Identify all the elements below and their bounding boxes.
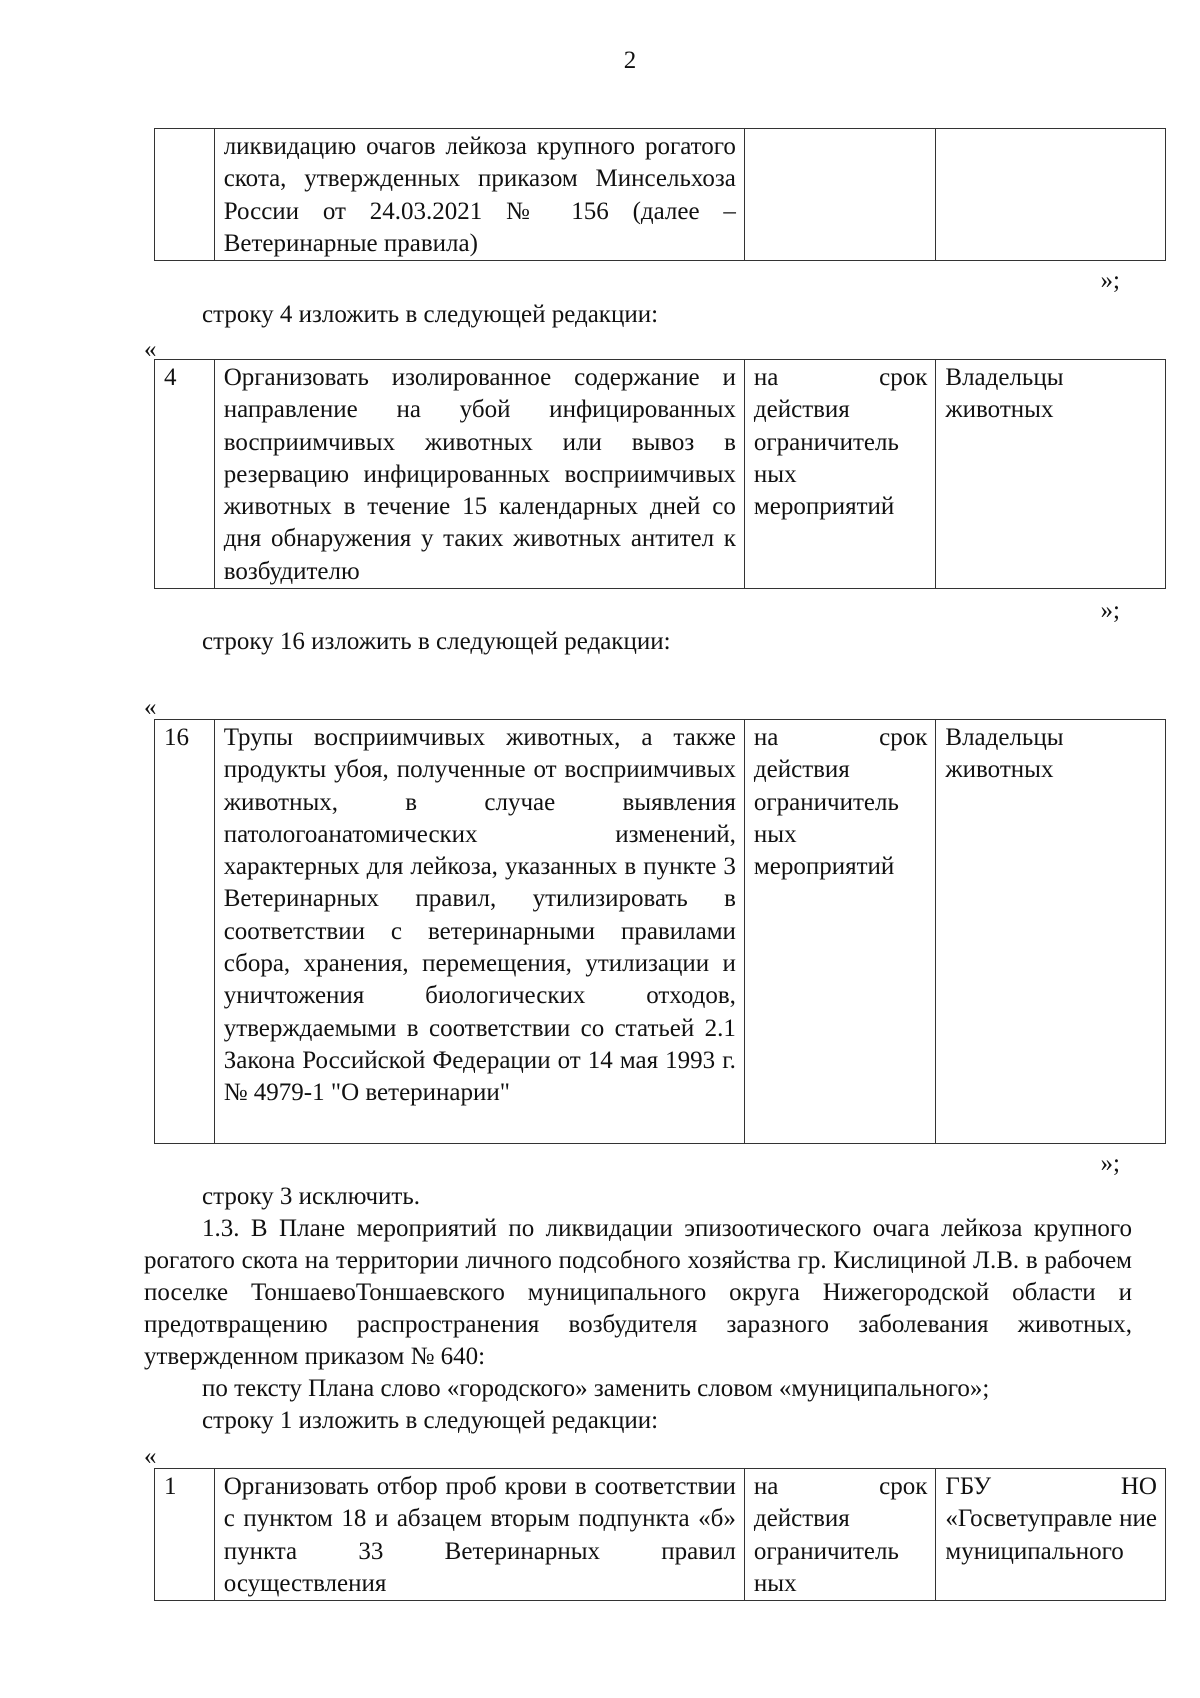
instruction-row3: строку 3 исключить.: [202, 1183, 420, 1210]
instruction-row1: строку 1 изложить в следующей редакции:: [202, 1407, 659, 1434]
row-term-cell: на срок действия ограничитель ных мероприятий: [744, 360, 935, 589]
row-measure-cell: Организовать отбор проб крови в соответствии с пунктом 18 и абзацем вторым подпункта «б» пункта 33 Ветеринарных правил осуществления: [214, 1469, 744, 1601]
section-1-3: 1.3. В Плане мероприятий по ликвидации эпизоотического очага лейкоза крупного рогатого скота на территории личного подсобного хозяйства гр. Кислициной Л.В. в рабочем поселке ТоншаевоТоншаевского муниципального округа Нижегородской области и предотвращению распространения возбудителя заразного заболевания животных, утвержденном приказом № 640:: [144, 1215, 1132, 1370]
row-measure-cell: ликвидацию очагов лейкоза крупного рогатого скота, утвержденных приказом Минсельхоза России от 24.03.2021 № 156 (далее – Ветеринарные правила): [214, 129, 744, 261]
opening-quote: «: [144, 1443, 157, 1470]
row-responsible-cell: [936, 129, 1166, 261]
table-row-4: [154, 359, 1166, 589]
row-measure-cell: Трупы восприимчивых животных, а также продукты убоя, полученные от восприимчивых животных, в случае выявления патологоанатомических изменений, характерных для лейкоза, указанных в пункте 3 Ветеринарных правил, утилизировать в соответствии с ветеринарными правилами сбора, хранения, перемещения, утилизации и уничтожения биологических отходов, утверждаемыми в соответствии со статьей 2.1 Закона Российской Федерации от 14 мая 1993 г. № 4979-1 "О ветеринарии": [214, 720, 744, 1144]
opening-quote: «: [144, 694, 157, 721]
table-row: [155, 129, 1166, 261]
row-number-cell: 16: [155, 720, 215, 1144]
row-responsible-cell: ГБУ НО «Госветуправле ние муниципального: [936, 1469, 1166, 1601]
row-term-cell: [744, 129, 935, 261]
instruction-row16: строку 16 изложить в следующей редакции:: [202, 628, 671, 655]
row-number-cell: 4: [155, 360, 215, 589]
closing-quote: »;: [1100, 267, 1120, 294]
table-row-16: [154, 719, 1166, 1144]
row-term-cell: на срок действия ограничитель ных мероприятий: [744, 720, 935, 1144]
closing-quote: »;: [1100, 1150, 1120, 1177]
table-row: [155, 720, 1166, 1144]
row-number-cell: [155, 129, 215, 261]
row-term-cell: на срок действия ограничитель ных: [744, 1469, 935, 1601]
row-measure-cell: Организовать изолированное содержание и направление на убой инфицированных восприимчивых животных или вывоз в резервацию инфицированных восприимчивых животных в течение 15 календарных дней со дня обнаружения у таких животных антител к возбудителю: [214, 360, 744, 589]
row-responsible-cell: Владельцы животных: [936, 720, 1166, 1144]
table-row: [155, 1469, 1166, 1601]
closing-quote: »;: [1100, 597, 1120, 624]
table-continuation: [154, 128, 1166, 261]
row-number-cell: 1: [155, 1469, 215, 1601]
instruction-row4: строку 4 изложить в следующей редакции:: [202, 301, 659, 328]
table-row-1: [154, 1468, 1166, 1601]
opening-quote: «: [144, 336, 157, 363]
table-row: [155, 360, 1166, 589]
page-number: 2: [623, 47, 637, 74]
row-responsible-cell: Владельцы животных: [936, 360, 1166, 589]
instruction-replace: по тексту Плана слово «городского» заменить словом «муниципального»;: [202, 1375, 990, 1402]
